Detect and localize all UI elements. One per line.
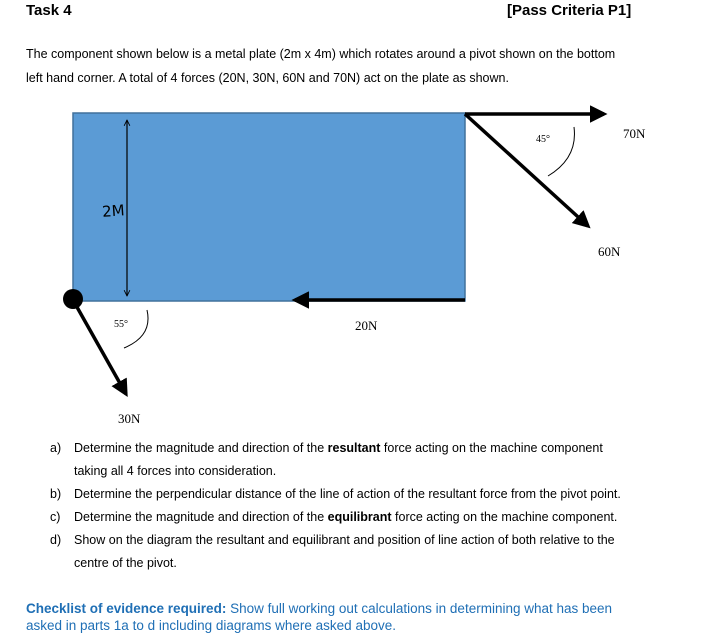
intro-line-1: The component shown below is a metal plate (2m x 4m) which rotates around a pivot shown on the bottom xyxy=(26,47,616,61)
force-70n-label: 70N xyxy=(623,126,646,141)
metal-plate xyxy=(73,113,465,301)
question-b: b) Determine the perpendicular distance of the line of action of the resultant force from the pivot point. xyxy=(50,483,690,506)
question-letter: d) xyxy=(50,533,62,547)
force-60n-label: 60N xyxy=(598,244,621,259)
task-title: Task 4 xyxy=(26,2,72,19)
force-60n-arrow xyxy=(465,114,588,226)
evidence-checklist: Checklist of evidence required: Show full working out calculations in determining what has been asked in parts 1a to d including diagrams where asked above. xyxy=(26,601,613,633)
dimension-label: 2M xyxy=(101,201,126,221)
force-20n-label: 20N xyxy=(355,318,378,333)
angle-45-label: 45° xyxy=(536,134,550,145)
question-a: a) Determine the magnitude and direction of the resultant force acting on the machine component taking all 4 forces into consideration. xyxy=(50,437,690,483)
question-letter: b) xyxy=(50,487,62,501)
question-letter: a) xyxy=(50,441,62,455)
force-30n-arrow xyxy=(73,300,126,394)
question-letter: c) xyxy=(50,510,61,524)
angle-55-label: 55° xyxy=(114,319,128,330)
force-30n-label: 30N xyxy=(118,411,141,426)
intro-line-2: left hand corner. A total of 4 forces (20N, 30N, 60N and 70N) act on the plate as shown. xyxy=(26,71,509,85)
keyword-equilibrant: equilibrant xyxy=(327,510,392,524)
question-c: c) Determine the magnitude and direction of the equilibrant force acting on the machine component. xyxy=(50,506,690,529)
question-d: d) Show on the diagram the resultant and equilibrant and position of line action of both relative to the centre of the pivot. xyxy=(50,529,690,575)
question-list xyxy=(50,437,690,575)
pivot-point xyxy=(63,289,83,309)
checklist-heading: Checklist of evidence required: xyxy=(26,601,227,616)
angle-45-arc xyxy=(548,127,574,176)
pass-criteria: [Pass Criteria P1] xyxy=(507,2,632,19)
keyword-resultant: resultant xyxy=(327,441,381,455)
